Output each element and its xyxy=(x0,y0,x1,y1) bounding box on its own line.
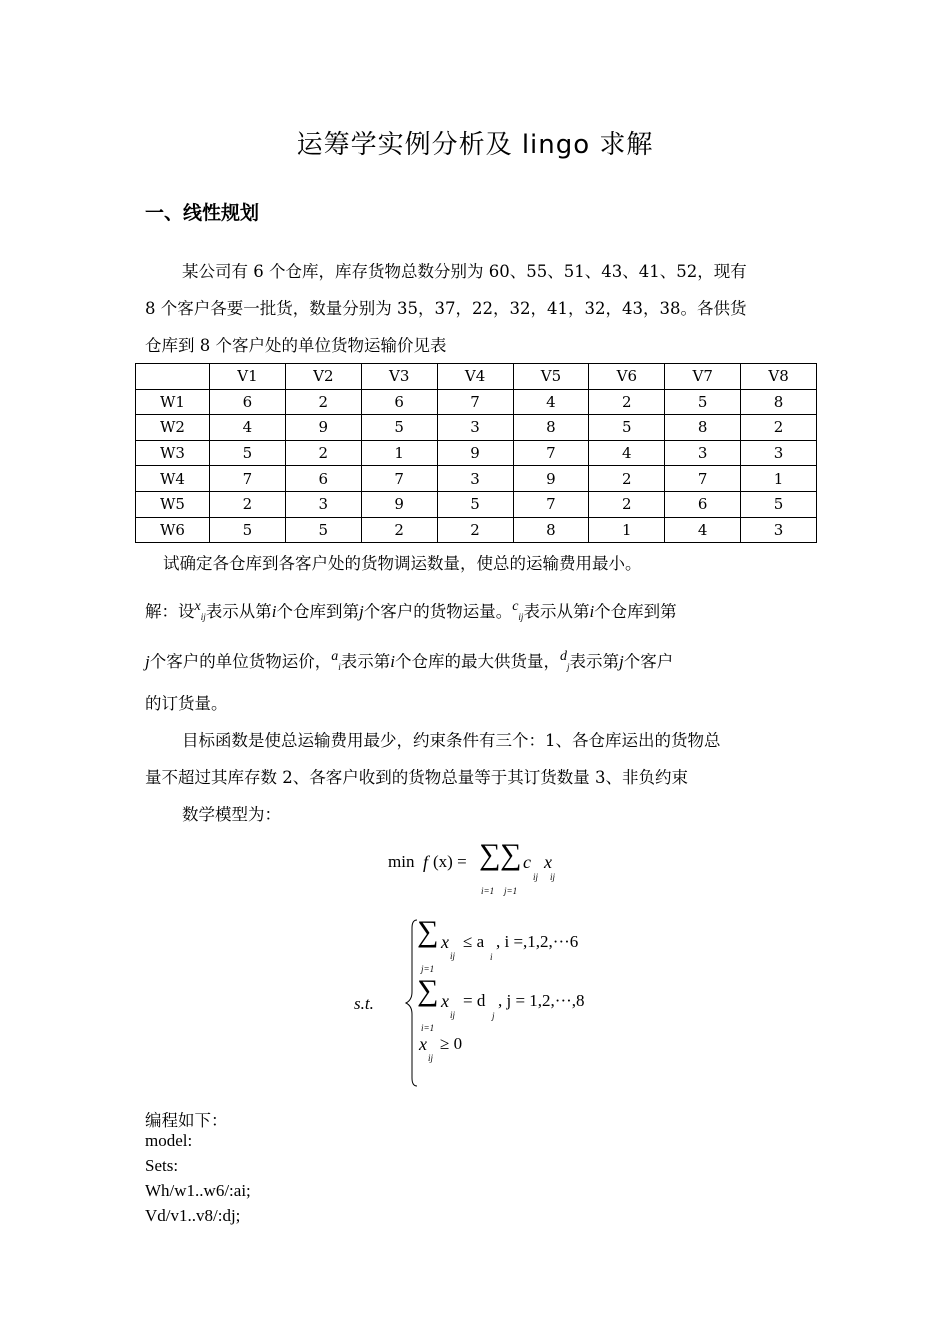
var-d: d xyxy=(559,649,567,664)
table-cell: 2 xyxy=(589,389,665,415)
table-row xyxy=(136,466,817,492)
table-header-cell: V4 xyxy=(437,364,513,390)
idx-i: i xyxy=(589,602,595,621)
idx-i: i xyxy=(390,652,395,671)
table-cell: 4 xyxy=(589,440,665,466)
table-cell: 7 xyxy=(210,466,286,492)
sum-sign: ∑ xyxy=(417,974,439,1007)
table-header-cell: V5 xyxy=(513,364,589,390)
table-row xyxy=(136,440,817,466)
formula-sub-ij: ij xyxy=(533,872,539,882)
text: 表示从第 xyxy=(523,602,590,621)
table-cell: 3 xyxy=(741,517,817,543)
text: 个仓库到第 xyxy=(594,602,677,621)
table-cell: 6 xyxy=(210,389,286,415)
constraint-1-sub: i xyxy=(490,952,493,962)
idx-j: j xyxy=(566,662,570,672)
text: 表示从第 xyxy=(205,602,272,621)
table-cell: 5 xyxy=(589,415,665,441)
cost-table xyxy=(135,363,817,543)
table-cell: W1 xyxy=(136,389,210,415)
formula-c: c xyxy=(523,852,531,872)
table-cell: 5 xyxy=(741,491,817,517)
table-cell: 5 xyxy=(665,389,741,415)
table-cell: 5 xyxy=(210,440,286,466)
table-cell: 8 xyxy=(513,415,589,441)
code-line: model: xyxy=(145,1131,193,1150)
table-header-cell: V3 xyxy=(361,364,437,390)
idx-j: j xyxy=(358,602,364,621)
table-cell: 5 xyxy=(361,415,437,441)
idx-j: j xyxy=(145,652,150,671)
formula-sub-ij: ij xyxy=(450,951,456,961)
formula-x-arg: (x) = xyxy=(433,852,467,871)
constraint-3-x: x xyxy=(419,1034,427,1054)
table-cell: 3 xyxy=(285,491,361,517)
sum-sign: ∑ xyxy=(479,838,501,871)
var-a: a xyxy=(331,649,339,664)
table-cell: 2 xyxy=(285,440,361,466)
page-title: 运筹学实例分析及 lingo 求解 xyxy=(296,130,654,160)
table-row xyxy=(136,389,817,415)
formula-x: x xyxy=(544,852,552,872)
formula-sub-ij: ij xyxy=(550,872,556,882)
table-cell: 9 xyxy=(513,466,589,492)
question-text: 试确定各仓库到各客户处的货物调运数量，使总的运输费用最小。 xyxy=(163,554,642,573)
table-cell: 5 xyxy=(437,491,513,517)
solution-line-1 xyxy=(145,598,677,622)
text: 表示第 xyxy=(569,652,619,671)
table-cell: 9 xyxy=(361,491,437,517)
table-cell: 4 xyxy=(210,415,286,441)
sum-lower-j: j=1 xyxy=(421,964,435,974)
sum-sign: ∑ xyxy=(417,915,439,948)
idx-ij: ij xyxy=(200,612,206,622)
table-cell: W6 xyxy=(136,517,210,543)
constraint-1-end: , i =,1,2,···6 xyxy=(496,932,579,951)
table-cell: 3 xyxy=(741,440,817,466)
table-cell: 8 xyxy=(741,389,817,415)
table-cell: 5 xyxy=(285,517,361,543)
table-cell: W4 xyxy=(136,466,210,492)
table-header-row xyxy=(136,364,817,390)
constraint-2-end: , j = 1,2,···,8 xyxy=(498,991,585,1010)
table-cell: W5 xyxy=(136,491,210,517)
table-cell: 6 xyxy=(361,389,437,415)
table-cell: 4 xyxy=(665,517,741,543)
objective-line-1: 目标函数是使总运输费用最少，约束条件有三个：1、各仓库运出的货物总 xyxy=(182,731,721,750)
table-row xyxy=(136,415,817,441)
sum-sign: ∑ xyxy=(500,838,522,871)
table-cell: 3 xyxy=(437,415,513,441)
text: 个仓库到第 xyxy=(276,602,359,621)
sum-lower-i: i=1 xyxy=(481,886,495,896)
text: 个客户 xyxy=(623,652,674,671)
constraint-2-x: x xyxy=(441,991,449,1011)
constraint-1-tail: ≤ a xyxy=(463,932,485,951)
text: 表示第 xyxy=(340,652,391,671)
st-label: s.t. xyxy=(354,994,374,1013)
table-cell: 2 xyxy=(741,415,817,441)
table-cell: 5 xyxy=(210,517,286,543)
table-row xyxy=(136,491,817,517)
code-intro: 编程如下： xyxy=(145,1111,228,1130)
table-cell: 2 xyxy=(361,517,437,543)
solution-line-2 xyxy=(145,648,673,672)
text: 个仓库的最大供货量， xyxy=(394,652,560,671)
constraint-2-sub: j xyxy=(492,1011,495,1021)
table-cell: 2 xyxy=(437,517,513,543)
table-header-cell: V6 xyxy=(589,364,665,390)
text: 个客户的单位货物运价， xyxy=(149,652,332,671)
section-heading: 一、线性规划 xyxy=(145,202,260,224)
table-cell: 4 xyxy=(513,389,589,415)
table-cell: 8 xyxy=(513,517,589,543)
code-line: Wh/w1..w6/:ai; xyxy=(145,1181,251,1200)
sum-lower-i: i=1 xyxy=(421,1023,435,1033)
table-cell: 2 xyxy=(589,466,665,492)
table-row xyxy=(136,517,817,543)
table-cell: W2 xyxy=(136,415,210,441)
table-cell: 9 xyxy=(285,415,361,441)
table-header-cell xyxy=(136,364,210,390)
idx-ij: ij xyxy=(518,612,524,622)
idx-i: i xyxy=(338,662,341,672)
table-header-cell: V8 xyxy=(741,364,817,390)
table-cell: 1 xyxy=(589,517,665,543)
table-cell: 7 xyxy=(437,389,513,415)
table-cell: 2 xyxy=(285,389,361,415)
table-cell: 9 xyxy=(437,440,513,466)
table-cell: 7 xyxy=(665,466,741,492)
table-cell: 7 xyxy=(513,440,589,466)
objective-line-2: 量不超过其库存数 2、各客户收到的货物总量等于其订货数量 3、非负约束 xyxy=(145,768,688,787)
formula-f: f xyxy=(423,852,429,872)
table-header-cell: V7 xyxy=(665,364,741,390)
code-line: Sets: xyxy=(145,1156,179,1175)
table-cell: 2 xyxy=(210,491,286,517)
table-cell: 3 xyxy=(665,440,741,466)
table-cell: 2 xyxy=(589,491,665,517)
idx-j: j xyxy=(619,652,624,671)
table-header-cell: V2 xyxy=(285,364,361,390)
formula-min: min xyxy=(388,852,415,871)
constraint-3-tail: ≥ 0 xyxy=(440,1034,463,1053)
table-cell: 7 xyxy=(513,491,589,517)
table-cell: 7 xyxy=(361,466,437,492)
constraint-1-x: x xyxy=(441,932,449,952)
table-cell: 8 xyxy=(665,415,741,441)
solution-line-3: 的订货量。 xyxy=(145,694,228,713)
problem-line-3: 仓库到 8 个客户处的单位货物运输价见表 xyxy=(145,336,447,355)
problem-line-1: 某公司有 6 个仓库，库存货物总数分别为 60、55、51、43、41、52，现有 xyxy=(182,262,747,281)
table-header-cell: V1 xyxy=(210,364,286,390)
var-x: x xyxy=(194,599,201,614)
table-cell: W3 xyxy=(136,440,210,466)
table-cell: 6 xyxy=(665,491,741,517)
table-cell: 6 xyxy=(285,466,361,492)
code-line: Vd/v1..v8/:dj; xyxy=(145,1206,241,1225)
table-cell: 1 xyxy=(361,440,437,466)
constraint-2-tail: = d xyxy=(463,991,486,1010)
idx-i: i xyxy=(271,602,277,621)
text: 解：设 xyxy=(145,602,195,621)
sum-lower-j: j=1 xyxy=(504,886,518,896)
var-c: c xyxy=(512,599,519,614)
text: 个客户的货物运量。 xyxy=(363,602,513,621)
formula-sub-ij: ij xyxy=(428,1053,434,1063)
model-label: 数学模型为： xyxy=(182,805,281,824)
table-cell: 1 xyxy=(741,466,817,492)
table-cell: 3 xyxy=(437,466,513,492)
formula-sub-ij: ij xyxy=(450,1010,456,1020)
problem-line-2: 8 个客户各要一批货，数量分别为 35，37，22，32，41，32，43，38。各供货 xyxy=(145,299,747,318)
